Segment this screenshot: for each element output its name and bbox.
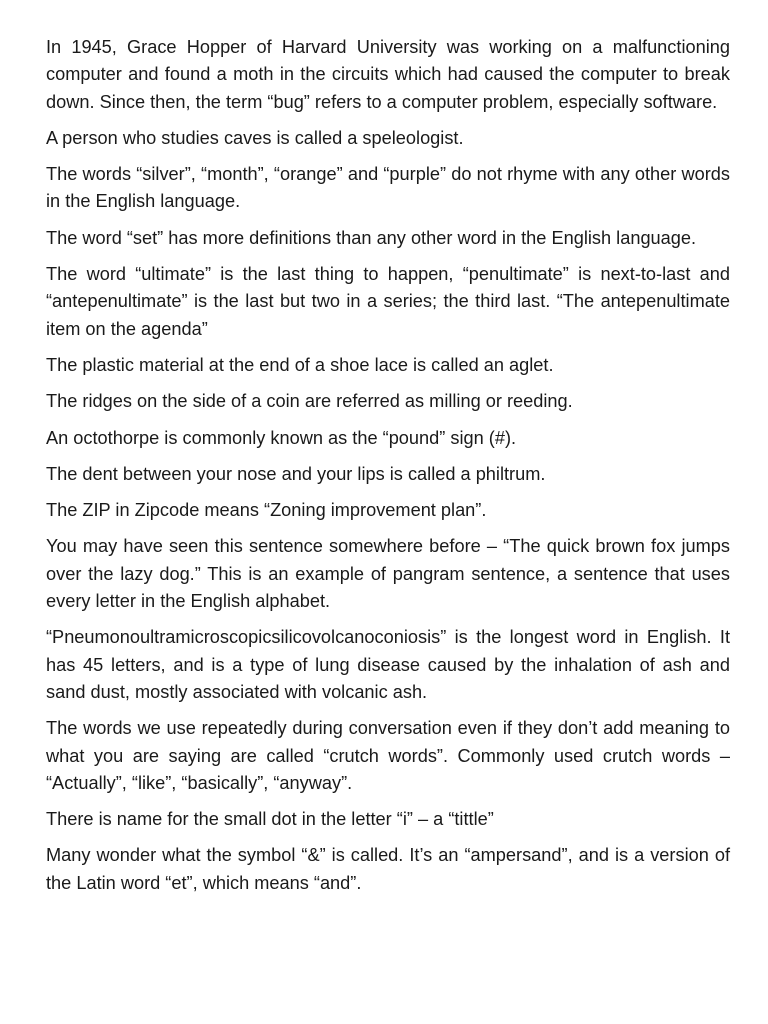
paragraph-octothorpe: An octothorpe is commonly known as the “pound” sign (#). xyxy=(46,427,517,448)
paragraph-pangram: You may have seen this sentence somewhere before – “The quick brown fox jumps over the lazy dog.” This is an example of pangram sentence, a sentence that uses every letter in the English alphabet. xyxy=(46,536,730,612)
paragraph-ampersand: Many wonder what the symbol “&” is called. It’s an “ampersand”, and is a version of the Latin word “et”, which means “and”. xyxy=(46,845,730,893)
paragraph-zip-code: The ZIP in Zipcode means “Zoning improvement plan”. xyxy=(46,500,487,521)
document-page xyxy=(46,34,730,906)
paragraph-longest-word: “Pneumonoultramicroscopicsilicovolcanoconiosis” is the longest word in English. It has 45 letters, and is a type of lung disease caused by the inhalation of ash and sand dust, mostly associated with volcanic ash. xyxy=(46,627,730,702)
paragraph-grace-hopper-bug: In 1945, Grace Hopper of Harvard University was working on a malfunctioning computer and found a moth in the circuits which had caused the computer to break down. Since then, the term “bug” refers to a computer problem, especially software. xyxy=(46,37,730,112)
paragraph-crutch-words: The words we use repeatedly during conversation even if they don’t add meaning to what you are saying are called “crutch words”. Commonly used crutch words – “Actually”, “like”, “basically”, “anyway”. xyxy=(46,718,730,793)
paragraph-coin-ridges: The ridges on the side of a coin are referred as milling or reeding. xyxy=(46,391,573,412)
paragraph-speleologist: A person who studies caves is called a speleologist. xyxy=(46,127,464,148)
paragraph-no-rhyme-words: The words “silver”, “month”, “orange” and “purple” do not rhyme with any other words in the English language. xyxy=(46,164,730,212)
paragraph-ultimate-penultimate: The word “ultimate” is the last thing to happen, “penultimate” is next-to-last and “antepenultimate” is the last but two in a series; the third last. “The antepenultimate item on the agenda” xyxy=(46,264,730,339)
paragraph-aglet: The plastic material at the end of a shoe lace is called an aglet. xyxy=(46,354,554,375)
paragraph-word-set: The word “set” has more definitions than any other word in the English language. xyxy=(46,227,697,248)
paragraph-tittle: There is name for the small dot in the letter “i” – a “tittle” xyxy=(46,809,494,830)
paragraph-philtrum: The dent between your nose and your lips is called a philtrum. xyxy=(46,463,546,484)
